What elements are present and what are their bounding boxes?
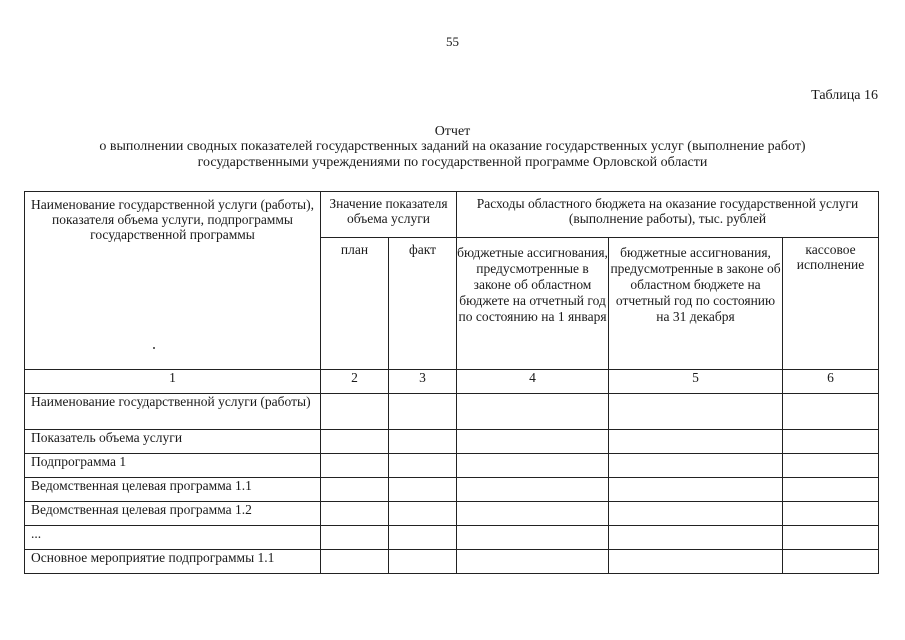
subtitle-line: государственными учреждениями по государственной программе Орловской области: [197, 155, 708, 170]
table-cell: [321, 430, 389, 454]
header-expenses-column: Расходы областного бюджета на оказание государственной услуги (выполнение работы), тыс. рублей: [457, 192, 879, 238]
column-number: 1: [25, 370, 321, 394]
table-cell: [321, 454, 389, 478]
table-cell: [321, 550, 389, 574]
column-number: 6: [783, 370, 879, 394]
row-label: Показатель объема услуги: [25, 430, 321, 454]
header-fact: факт: [389, 238, 457, 370]
table-cell: [609, 550, 783, 574]
column-number: 2: [321, 370, 389, 394]
table-cell: [321, 478, 389, 502]
table-cell: [389, 502, 457, 526]
table-cell: [457, 394, 609, 430]
report-subtitle: [0, 139, 905, 171]
header-cash-execution: кассовое исполнение: [783, 238, 879, 370]
header-plan: план: [321, 238, 389, 370]
table-cell: [457, 526, 609, 550]
scan-dot: [153, 347, 155, 349]
table-row: [25, 478, 879, 502]
table-cell: [609, 394, 783, 430]
report-title: Отчет: [434, 124, 471, 139]
table-cell: [457, 478, 609, 502]
column-number: 4: [457, 370, 609, 394]
table-row: [25, 394, 879, 430]
table-cell: [457, 502, 609, 526]
table-row: [25, 526, 879, 550]
table-cell: [389, 430, 457, 454]
table-cell: [609, 430, 783, 454]
column-number-row: [25, 370, 879, 394]
table-cell: [389, 478, 457, 502]
row-label: Подпрограмма 1: [25, 454, 321, 478]
table-cell: [609, 454, 783, 478]
page-number: 55: [446, 34, 459, 49]
table-row: [25, 454, 879, 478]
row-label: ...: [25, 526, 321, 550]
header-row: [25, 192, 879, 238]
table-cell: [457, 430, 609, 454]
table-label: Таблица 16: [811, 88, 878, 103]
column-number: 5: [609, 370, 783, 394]
table-cell: [389, 526, 457, 550]
table-cell: [609, 526, 783, 550]
header-budget-jan1: бюджетные ассигнования, предусмотренные в законе об областном бюджете на отчетный год по состоянию на 1 января: [457, 238, 609, 370]
table-cell: [321, 394, 389, 430]
row-label: Ведомственная целевая программа 1.1: [25, 478, 321, 502]
table-cell: [389, 550, 457, 574]
subtitle-line: о выполнении сводных показателей государственных заданий на оказание государственных услуг (выполнение работ): [99, 139, 806, 154]
table-cell: [389, 394, 457, 430]
column-number: 3: [389, 370, 457, 394]
table-cell: [321, 526, 389, 550]
table-row: [25, 430, 879, 454]
header-budget-dec31: бюджетные ассигнования, предусмотренные в законе об областном бюджете на отчетный год по состоянию на 31 декабря: [609, 238, 783, 370]
header-name-column: Наименование государственной услуги (работы), показателя объема услуги, подпрограммы государственной программы: [25, 192, 321, 370]
table-cell: [457, 550, 609, 574]
table-cell: [783, 454, 879, 478]
row-label: Наименование государственной услуги (работы): [25, 394, 321, 430]
table-cell: [321, 502, 389, 526]
table-cell: [783, 526, 879, 550]
table-cell: [457, 454, 609, 478]
table-cell: [609, 478, 783, 502]
table-cell: [783, 550, 879, 574]
table-cell: [389, 454, 457, 478]
table-cell: [783, 430, 879, 454]
header-value-column: Значение показателя объема услуги: [321, 192, 457, 238]
table-cell: [783, 394, 879, 430]
table-row: [25, 502, 879, 526]
row-label: Основное мероприятие подпрограммы 1.1: [25, 550, 321, 574]
table-cell: [783, 478, 879, 502]
row-label: Ведомственная целевая программа 1.2: [25, 502, 321, 526]
table-cell: [783, 502, 879, 526]
table-cell: [609, 502, 783, 526]
report-table: [24, 191, 879, 574]
table-row: [25, 550, 879, 574]
